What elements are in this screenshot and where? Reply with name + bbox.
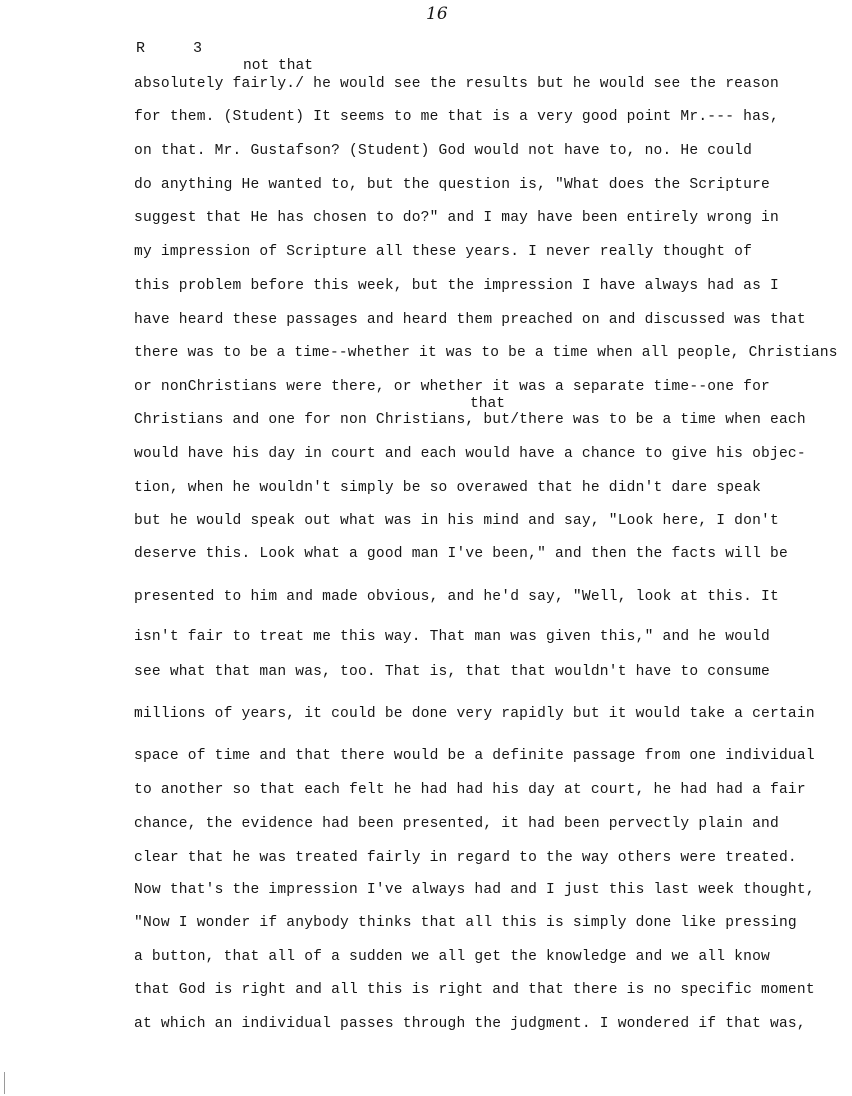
text-line: clear that he was treated fairly in regard to the way others were treated.: [134, 850, 797, 866]
text-line: my impression of Scripture all these years. I never really thought of: [134, 244, 753, 260]
text-line: do anything He wanted to, but the question is, "What does the Scripture: [134, 177, 770, 193]
text-line: that God is right and all this is right and that there is no specific moment: [134, 982, 815, 998]
text-line: a button, that all of a sudden we all get the knowledge and we all know: [134, 949, 770, 965]
text-line: would have his day in court and each would have a chance to give his objec-: [134, 446, 806, 462]
text-line: to another so that each felt he had had his day at court, he had had a fair: [134, 782, 806, 798]
text-line: Now that's the impression I've always had and I just this last week thought,: [134, 882, 815, 898]
text-line: space of time and that there would be a definite passage from one individual: [134, 748, 815, 764]
text-line: "Now I wonder if anybody thinks that all this is simply done like pressing: [134, 915, 797, 931]
text-line: tion, when he wouldn't simply be so overawed that he didn't dare speak: [134, 480, 762, 496]
header-letter: R: [136, 40, 146, 57]
text-line: absolutely fairly./ he would see the results but he would see the reason: [134, 76, 779, 92]
text-line: see what that man was, too. That is, that that wouldn't have to consume: [134, 664, 770, 680]
text-line: isn't fair to treat me this way. That man was given this," and he would: [134, 629, 770, 645]
header-reference-number: 3: [193, 40, 203, 57]
text-line: but he would speak out what was in his mind and say, "Look here, I don't: [134, 513, 779, 529]
interlinear-insertion: that: [470, 396, 506, 412]
text-line: deserve this. Look what a good man I've been," and then the facts will be: [134, 546, 788, 562]
text-line: this problem before this week, but the impression I have always had as I: [134, 278, 779, 294]
text-line: at which an individual passes through the judgment. I wondered if that was,: [134, 1016, 806, 1032]
text-line: have heard these passages and heard them preached on and discussed was that: [134, 312, 806, 328]
text-line: suggest that He has chosen to do?" and I may have been entirely wrong in: [134, 210, 779, 226]
page-number: 16: [426, 4, 448, 24]
text-line: for them. (Student) It seems to me that is a very good point Mr.--- has,: [134, 109, 779, 125]
text-line: millions of years, it could be done very rapidly but it would take a certain: [134, 706, 815, 722]
text-line: chance, the evidence had been presented, it had been pervectly plain and: [134, 816, 779, 832]
margin-mark: [4, 1072, 5, 1094]
interlinear-insertion: not that: [243, 58, 314, 74]
text-line: Christians and one for non Christians, but/there was to be a time when each: [134, 412, 806, 428]
text-line: presented to him and made obvious, and he'd say, "Well, look at this. It: [134, 589, 779, 605]
text-line: there was to be a time--whether it was to be a time when all people, Christians: [134, 345, 838, 361]
text-line: or nonChristians were there, or whether it was a separate time--one for: [134, 379, 770, 395]
text-line: on that. Mr. Gustafson? (Student) God would not have to, no. He could: [134, 143, 753, 159]
